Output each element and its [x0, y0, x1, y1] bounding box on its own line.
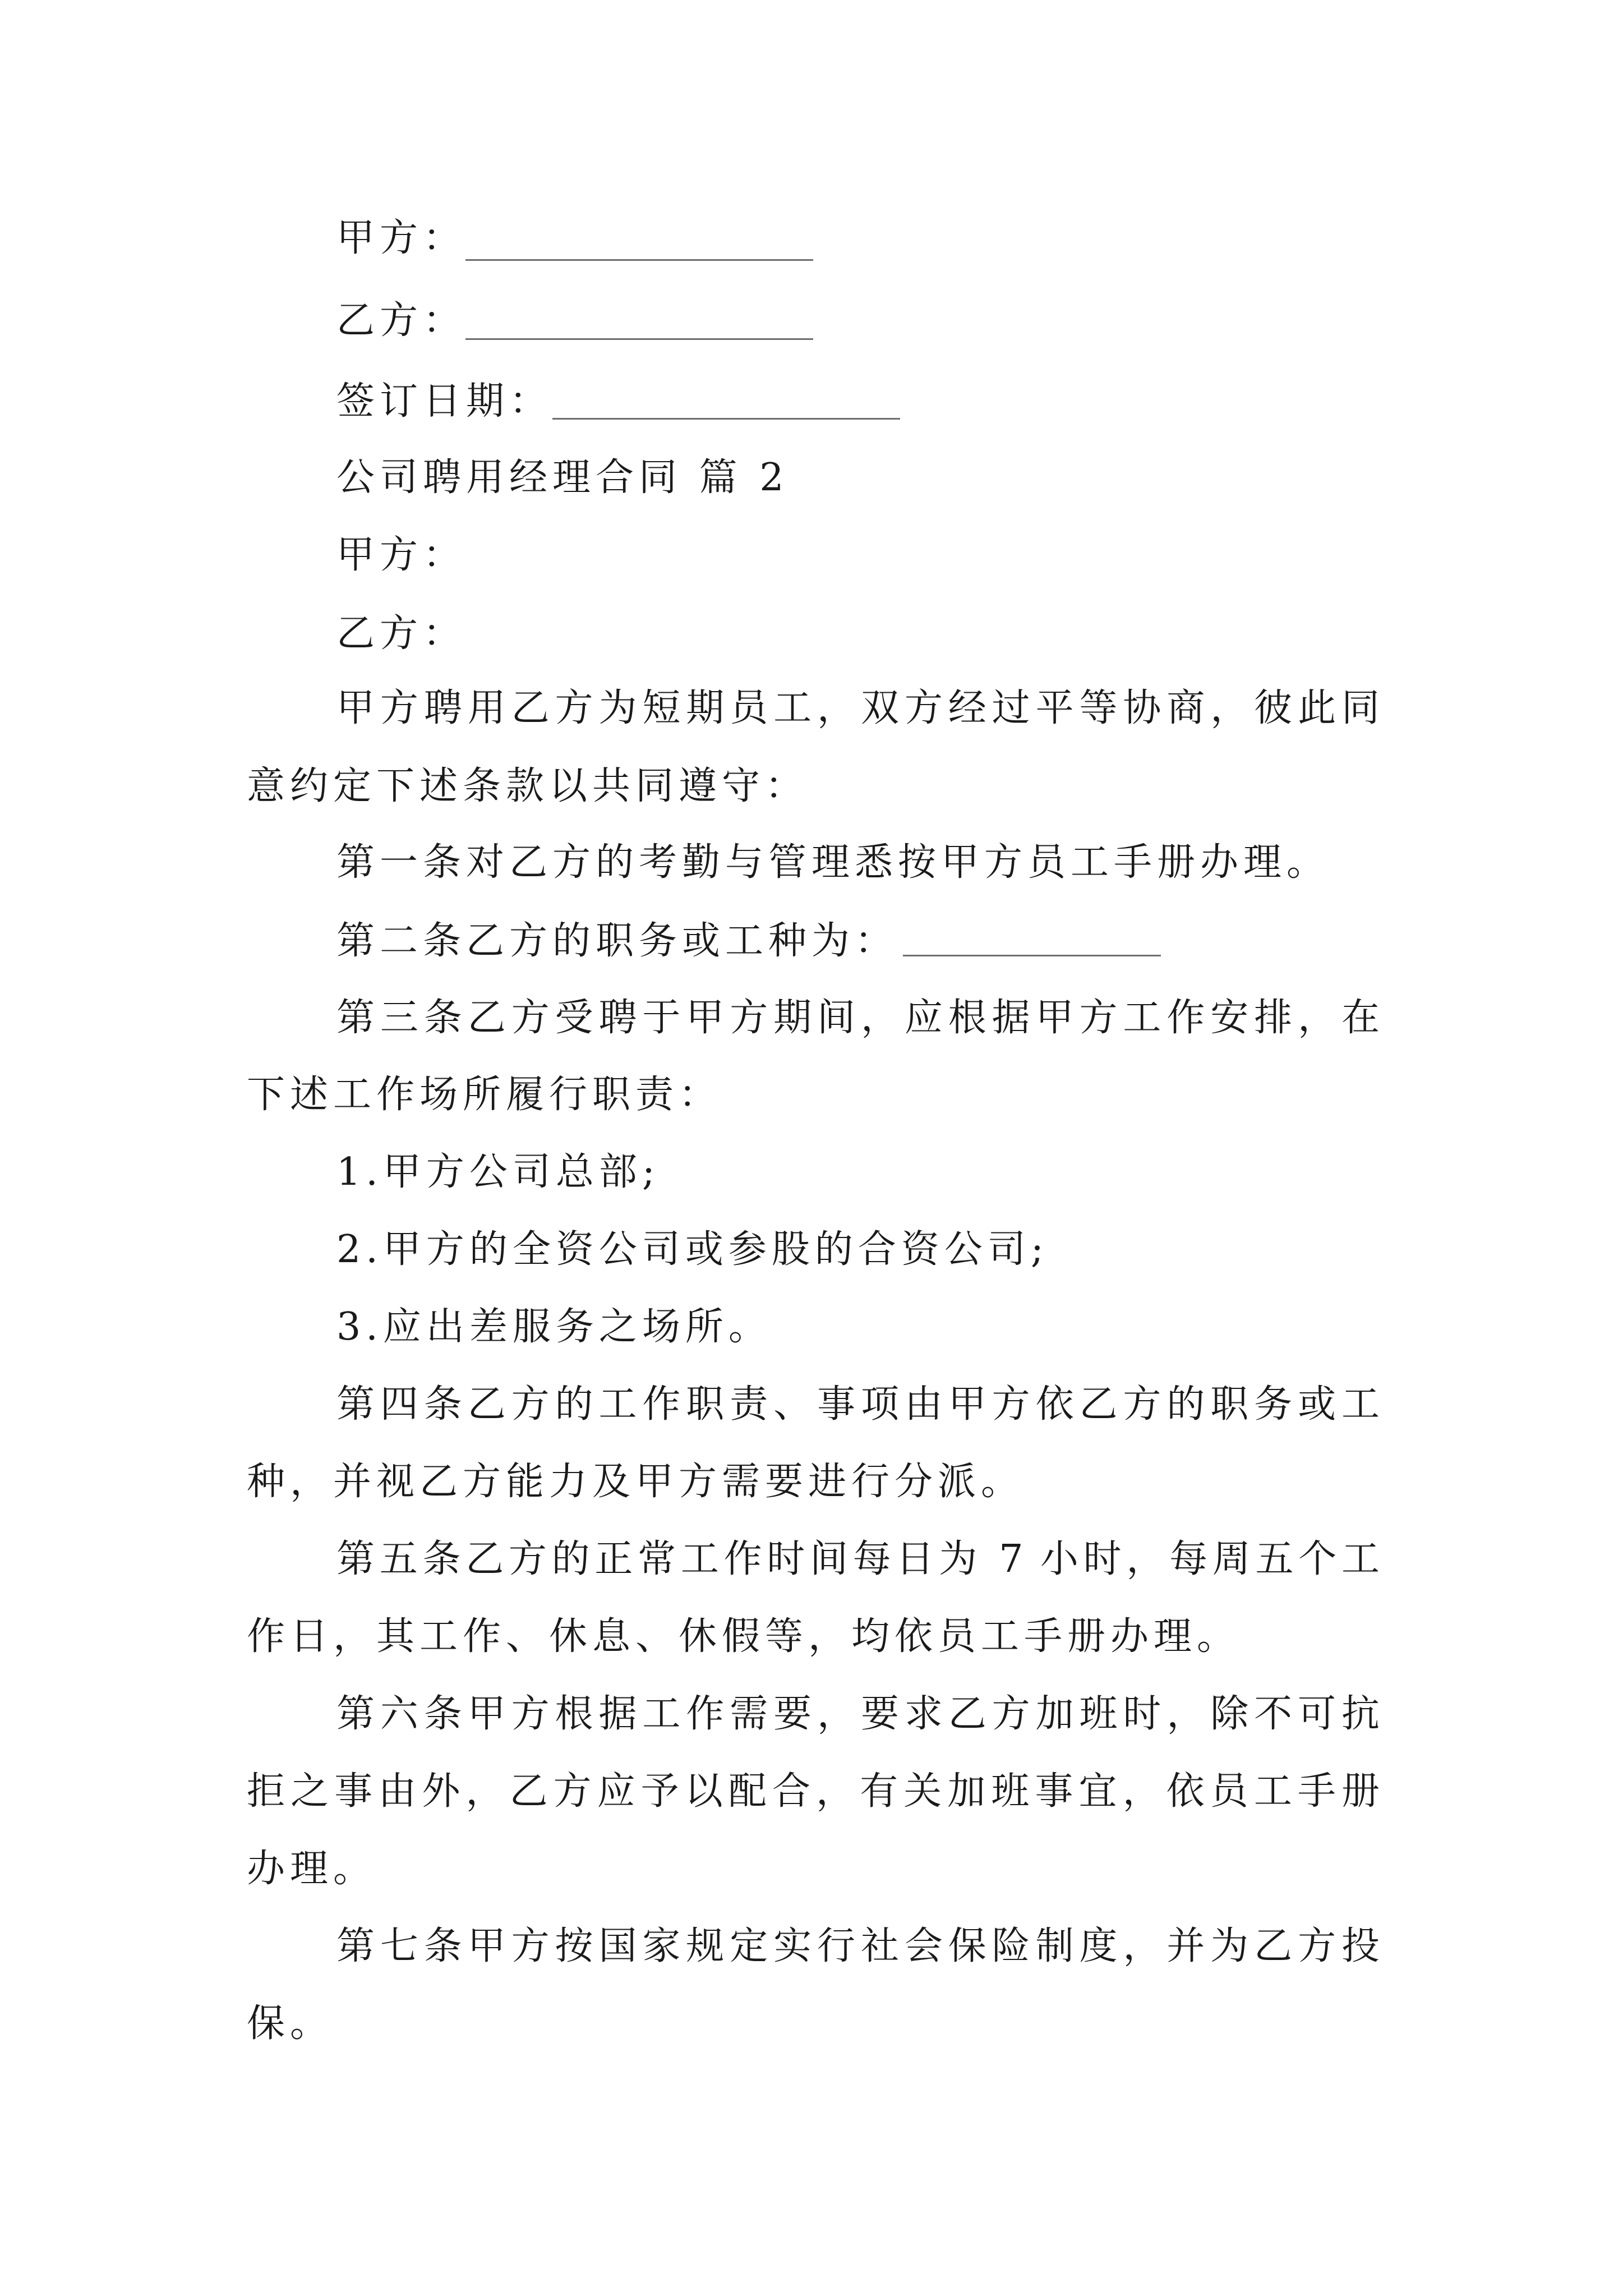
- section-title: 公司聘用经理合同 篇 2: [336, 455, 789, 500]
- job-title-blank-line: [903, 955, 1161, 956]
- paragraph-line: 第五条乙方的正常工作时间每日为 7 小时，每周五个工: [336, 1537, 1380, 1581]
- party-a-blank-line: [465, 259, 813, 261]
- list-item: 1.甲方公司总部;: [336, 1150, 660, 1194]
- party-a-label: 甲方：: [336, 216, 467, 260]
- list-item: 3.应出差服务之场所。: [336, 1305, 772, 1349]
- paragraph-line: 作日，其工作、休息、休假等，均依员工手册办理。: [247, 1614, 1241, 1659]
- paragraph-line: 第四条乙方的工作职责、事项由甲方依乙方的职务或工: [336, 1382, 1380, 1427]
- paragraph-line: 第三条乙方受聘于甲方期间，应根据甲方工作安排，在: [336, 996, 1380, 1040]
- paragraph-line: 意约定下述条款以共同遵守：: [247, 764, 809, 808]
- paragraph-line: 第七条甲方按国家规定实行社会保险制度，并为乙方投: [336, 1924, 1380, 1968]
- paragraph-line: 甲方聘用乙方为短期员工，双方经过平等协商，彼此同: [336, 686, 1380, 730]
- paragraph-line: 下述工作场所履行职责：: [247, 1073, 722, 1117]
- paragraph-line: 办理。: [247, 1847, 377, 1891]
- paragraph-line: 拒之事由外，乙方应予以配合，有关加班事宜，依员工手册: [247, 1769, 1380, 1814]
- list-item: 2.甲方的全资公司或参股的合资公司;: [336, 1227, 1049, 1272]
- party-b-label: 乙方：: [336, 298, 467, 343]
- paragraph-line: 第六条甲方根据工作需要，要求乙方加班时，除不可抗: [336, 1692, 1380, 1736]
- signing-date-blank-line: [552, 418, 900, 420]
- signing-date-label: 签订日期：: [336, 379, 553, 424]
- paragraph-line: 第一条对乙方的考勤与管理悉按甲方员工手册办理。: [336, 840, 1330, 885]
- paragraph-line: 保。: [247, 2001, 334, 2046]
- party-b-blank-line: [465, 338, 813, 340]
- paragraph-line: 种，并视乙方能力及甲方需要进行分派。: [247, 1460, 1025, 1504]
- party-a-label-2: 甲方：: [336, 533, 467, 577]
- party-b-label-2: 乙方：: [336, 611, 467, 656]
- paragraph-line: 第二条乙方的职务或工种为：: [336, 919, 898, 963]
